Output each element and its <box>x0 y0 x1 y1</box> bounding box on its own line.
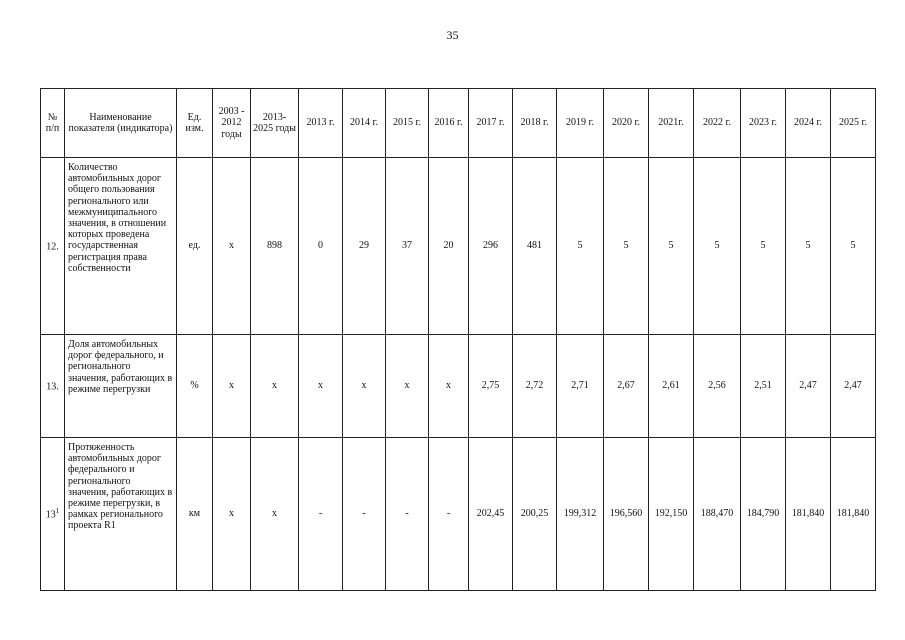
row-year-value: 2,47 <box>786 335 831 438</box>
row-year-value: - <box>386 438 429 591</box>
header-year: 2022 г. <box>694 89 741 158</box>
row-year-value: 0 <box>299 158 343 335</box>
row-year-value: - <box>299 438 343 591</box>
header-unit: Ед. изм. <box>177 89 213 158</box>
row-year-value: 481 <box>513 158 557 335</box>
row-year-value: 37 <box>386 158 429 335</box>
row-year-value: 184,790 <box>741 438 786 591</box>
header-year: 2016 г. <box>429 89 469 158</box>
row-year-value: 5 <box>694 158 741 335</box>
header-period-2013-2025: 2013- 2025 годы <box>251 89 299 158</box>
row-year-value: 29 <box>343 158 386 335</box>
table-header-row <box>41 89 876 158</box>
row-year-value: 2,61 <box>649 335 694 438</box>
row-year-value: 181,840 <box>831 438 876 591</box>
header-year: 2019 г. <box>557 89 604 158</box>
header-year: 2020 г. <box>604 89 649 158</box>
header-year: 2017 г. <box>469 89 513 158</box>
row-unit: ед. <box>177 158 213 335</box>
header-year: 2015 г. <box>386 89 429 158</box>
row-year-value: 196,560 <box>604 438 649 591</box>
row-year-value: 199,312 <box>557 438 604 591</box>
row-year-value: 200,25 <box>513 438 557 591</box>
header-year: 2023 г. <box>741 89 786 158</box>
header-year: 2025 г. <box>831 89 876 158</box>
row-num: $13^1$ <box>41 438 65 591</box>
row-year-value: x <box>386 335 429 438</box>
row-period2-value: x <box>251 335 299 438</box>
header-name: Наименование показателя (индикатора) <box>65 89 177 158</box>
table-row <box>41 438 876 591</box>
header-year: 2021г. <box>649 89 694 158</box>
header-year: 2018 г. <box>513 89 557 158</box>
row-indicator-name: Количество автомобильных дорог общего пользования регионального или межмуниципального значения, в отношении которых проведена государственная регистрация права собственности <box>65 158 177 335</box>
row-year-value: 5 <box>831 158 876 335</box>
page-number: 35 <box>446 28 459 42</box>
header-year: 2024 г. <box>786 89 831 158</box>
row-year-value: 2,75 <box>469 335 513 438</box>
row-year-value: x <box>299 335 343 438</box>
row-year-value: 2,47 <box>831 335 876 438</box>
row-year-value: 2,56 <box>694 335 741 438</box>
row-year-value: 2,71 <box>557 335 604 438</box>
row-indicator-name: Протяженность автомобильных дорог федерального и регионального значения, работающих в режиме перегрузки, в рамках регионального проекта R1 <box>65 438 177 591</box>
row-period1-value: x <box>213 158 251 335</box>
row-year-value: 2,72 <box>513 335 557 438</box>
row-year-value: 20 <box>429 158 469 335</box>
row-year-value: 192,150 <box>649 438 694 591</box>
row-unit: км <box>177 438 213 591</box>
row-year-value: 2,67 <box>604 335 649 438</box>
row-indicator-name: Доля автомобильных дорог федерального, и регионального значения, работающих в режиме перегрузки <box>65 335 177 438</box>
table-row <box>41 158 876 335</box>
row-period2-value: x <box>251 438 299 591</box>
row-year-value: 5 <box>649 158 694 335</box>
row-period1-value: x <box>213 335 251 438</box>
row-year-value: 5 <box>557 158 604 335</box>
row-year-value: 202,45 <box>469 438 513 591</box>
row-year-value: 181,840 <box>786 438 831 591</box>
row-year-value: x <box>429 335 469 438</box>
row-num: 13. <box>41 335 65 438</box>
row-period1-value: x <box>213 438 251 591</box>
row-unit: % <box>177 335 213 438</box>
row-period2-value: 898 <box>251 158 299 335</box>
row-year-value: 2,51 <box>741 335 786 438</box>
row-year-value: 296 <box>469 158 513 335</box>
table-row <box>41 335 876 438</box>
row-year-value: 188,470 <box>694 438 741 591</box>
row-year-value: 5 <box>741 158 786 335</box>
row-year-value: - <box>343 438 386 591</box>
header-num: № п/п <box>41 89 65 158</box>
row-year-value: 5 <box>604 158 649 335</box>
header-year: 2014 г. <box>343 89 386 158</box>
indicators-table <box>40 88 876 591</box>
row-year-value: x <box>343 335 386 438</box>
header-period-2003-2012: 2003 - 2012 годы <box>213 89 251 158</box>
row-year-value: 5 <box>786 158 831 335</box>
row-year-value: - <box>429 438 469 591</box>
row-num: 12. <box>41 158 65 335</box>
header-year: 2013 г. <box>299 89 343 158</box>
